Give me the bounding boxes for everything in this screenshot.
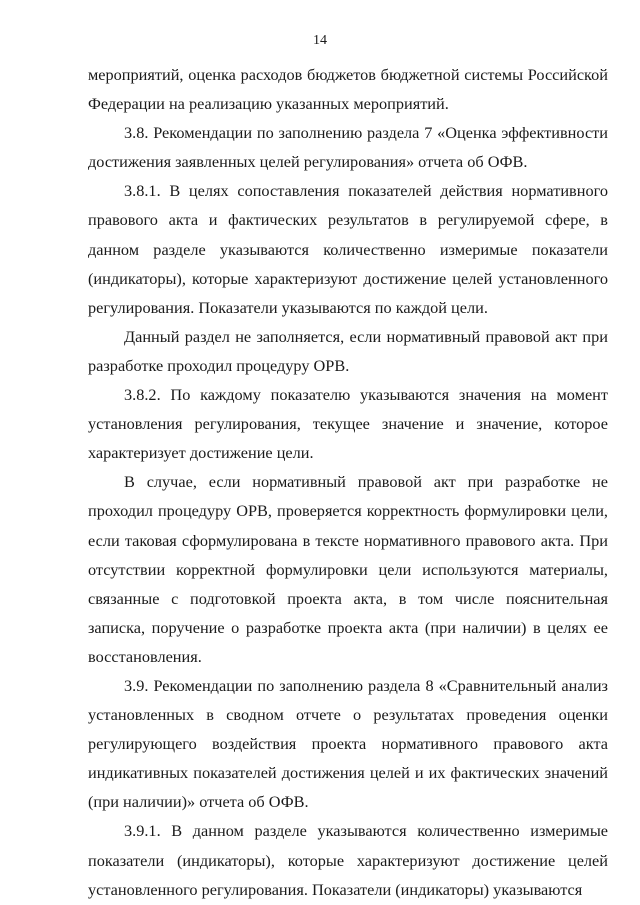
paragraph-section-3-8-2: 3.8.2. По каждому показателю указываются значения на момент установления регулирования, текущее значение и значение, которое характеризует достижение цели. [88, 385, 608, 463]
paragraph-section-3-8-1-note: Данный раздел не заполняется, если нормативный правовой акт при разработке проходил процедуру ОРВ. [88, 326, 608, 375]
page-number: 14 [313, 33, 327, 48]
paragraph-continuation: мероприятий, оценка расходов бюджетов бюджетной системы Российской Федерации на реализацию указанных мероприятий. [88, 65, 608, 114]
paragraph-section-3-8-1: 3.8.1. В целях сопоставления показателей действия нормативного правового акта и фактических результатов в регулируемой сфере, в данном разделе указываются количественно измеримые показатели (индикаторы), которые характеризуют достижение целей установленного регулирования. Показатели указываются по каждой цели. [88, 181, 608, 317]
paragraph-section-3-8: 3.8. Рекомендации по заполнению раздела 7 «Оценка эффективности достижения заявленных целей регулирования» отчета об ОФВ. [88, 123, 608, 172]
paragraph-section-3-9: 3.9. Рекомендации по заполнению раздела 8 «Сравнительный анализ установленных в сводном отчете о результатах проведения оценки регулирующего воздействия проекта нормативного правового акта индикативных показателей достижения целей и их фактических значений (при наличии)» отчета об ОФВ. [88, 675, 608, 812]
paragraph-section-3-9-1: 3.9.1. В данном разделе указываются количественно измеримые показатели (индикаторы), которые характеризуют достижение целей установленного регулирования. Показатели (индикаторы) указываются [88, 821, 608, 899]
document-body [88, 60, 608, 904]
paragraph-section-3-8-2-note: В случае, если нормативный правовой акт при разработке не проходил процедуру ОРВ, проверяется корректность формулировки цели, если таковая сформулирована в тексте нормативного правового акта. При отсутствии корректной формулировки цели используются материалы, связанные с подготовкой проекта акта, в том числе пояснительная записка, поручение о разработке проекта акта (при наличии) в целях ее восстановления. [88, 472, 608, 666]
